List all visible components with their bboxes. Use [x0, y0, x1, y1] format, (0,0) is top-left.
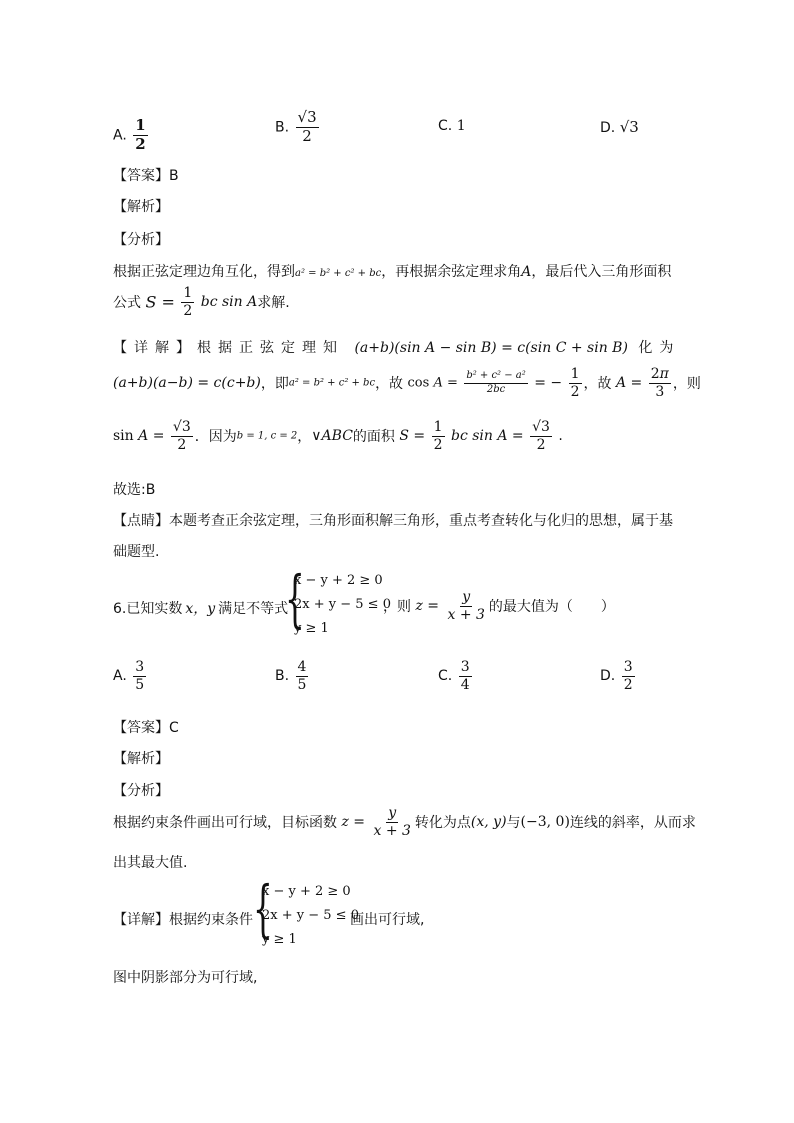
q5-detail-line2: (a+b)(a−b) = c(c+b)，即a² = b² + c² + bc，故 cos A = $\frac{\text{b² + c² − a²}}{2bc}$ = − $\frac{1}{2}$ ，故 A = $\frac{2\pi}{3}$ ，则 [113, 366, 701, 400]
q6-fenxi-line2: 出其最大值. [113, 855, 188, 871]
fraction: $\frac{1}{2}$ [433, 419, 443, 453]
text: 转化为点 [414, 815, 471, 832]
fraction [459, 660, 472, 692]
fraction: $\frac{\text{b² + c² − a²}}{2bc}$ [466, 370, 526, 395]
q5-detail-line1 [113, 337, 680, 357]
denominator: 2 [623, 676, 633, 693]
numerator: √3 [297, 108, 317, 126]
denominator: 2 [302, 126, 312, 145]
fraction: $\frac{√3}{2}$ [532, 419, 550, 453]
q6-option-a [113, 660, 148, 692]
q5-analysis-label: 【解析】 [113, 199, 169, 215]
option-letter: C. [438, 118, 453, 134]
brace-icon: { [285, 562, 305, 635]
text: 满足不等式 [218, 601, 289, 617]
q6-analysis-label: 【解析】 [113, 751, 169, 767]
text: 的最大值为（ ） [488, 599, 615, 616]
text: ，最后代入三角形面积 [531, 264, 672, 280]
point: (−3, 0) [520, 814, 570, 831]
q5-dianjing-line1 [113, 510, 673, 530]
formula: (a+b)(sin A − sin B) = c(sin C + sin B) [354, 340, 628, 356]
q5-option-b [275, 110, 321, 145]
constraint: y ≥ 1 [262, 932, 297, 947]
text: ， [297, 429, 312, 446]
q5-detail-line3: sin A = $\frac{√3}{2}$ ．因为b = 1, c = 2，∨ABC的面积 S = $\frac{1}{2}$ bc sin A = $\frac{√3}{2}$ . [113, 419, 563, 453]
option-letter: B. [275, 119, 290, 136]
fraction [133, 118, 147, 153]
q6-option-c [438, 660, 474, 692]
dianjing-label: 【点睛】 [113, 513, 169, 529]
numerator: 4 [297, 659, 307, 675]
option-letter: D. [600, 120, 616, 136]
detail-label: 【详解】 [113, 912, 169, 928]
constraint-system [294, 569, 391, 641]
constraint-system [262, 880, 359, 952]
constraint: 2x + y − 5 ≤ 0 [262, 908, 359, 923]
fraction [622, 660, 635, 692]
q6-option-b [275, 660, 310, 692]
option-letter: B. [275, 668, 290, 685]
formula: a² = b² + c² + bc [295, 268, 382, 279]
formula: b = 1, c = 2 [236, 430, 298, 442]
numerator: 3 [623, 659, 633, 675]
text: 根据约束条件画出可行域，目标函数 [113, 815, 337, 832]
formula: (a+b)(a−b) = c(c+b) [113, 375, 261, 392]
answer-value: C [169, 720, 179, 736]
constraint: x − y + 2 ≥ 0 [294, 573, 383, 588]
numerator: 1 [135, 116, 146, 134]
denominator: 2 [135, 134, 146, 153]
point: (x, y) [470, 814, 507, 831]
q6-option-d [600, 660, 637, 692]
text: 本题考查正余弦定理，三角形面积解三角形，重点考查转化与化归的思想，属于基 [169, 513, 673, 529]
text: 求解. [257, 295, 290, 312]
q6-detail-text-b: 画出可行域, [350, 912, 425, 928]
detail-label: 【详解】 [113, 340, 197, 356]
q5-dianjing-line2: 础题型. [113, 544, 160, 560]
text: ．因为 [194, 429, 237, 446]
denominator: 4 [460, 676, 470, 693]
triangle-symbol: ∨ABC [311, 428, 353, 445]
text: ，则 [672, 376, 701, 393]
fraction [133, 660, 146, 692]
q5-option-d [600, 118, 639, 136]
text: ，故 [583, 376, 612, 393]
fraction [296, 660, 309, 692]
q6-stem-end: ，则 z = $\frac{y}{x + 3}$ 的最大值为（ ） [383, 589, 615, 623]
q6-stem-start [113, 598, 288, 618]
q5-option-a [113, 118, 150, 153]
text: ，再根据余弦定理求角 [381, 264, 522, 280]
q6-fenxi-label: 【分析】 [113, 783, 169, 799]
option-letter: D. [600, 668, 616, 685]
text: 的面积 [352, 429, 395, 446]
q5-answer [113, 165, 179, 185]
text: 6.已知实数 [113, 601, 183, 617]
area-formula: S = [145, 292, 175, 312]
numerator: 3 [460, 659, 470, 675]
numerator: 3 [135, 659, 145, 675]
answer-label: 【答案】 [113, 720, 169, 736]
q5-option-c [438, 118, 466, 134]
text: 根据正弦定理边角互化，得到 [113, 264, 295, 280]
fraction: $\frac{y}{x + 3}$ [373, 805, 411, 839]
option-letter: C. [438, 668, 453, 685]
fraction: $\frac{y}{x + 3}$ [447, 589, 485, 623]
q5-fenxi-line2 [113, 286, 290, 318]
text: 化为 [638, 340, 681, 356]
text: 根据正弦定理知 [197, 340, 344, 356]
variables: x，y [185, 601, 216, 617]
constraint: x − y + 2 ≥ 0 [262, 884, 351, 899]
q5-fenxi-label: 【分析】 [113, 232, 169, 248]
option-letter: A. [113, 127, 127, 144]
text: 根据约束条件 [169, 912, 253, 928]
answer-label: 【答案】 [113, 168, 169, 184]
formula: A [521, 264, 532, 280]
formula: bc sin A [200, 294, 258, 311]
q6-answer [113, 717, 179, 737]
q6-shade-text: 图中阴影部分为可行域, [113, 970, 258, 986]
constraint: 2x + y − 5 ≤ 0 [294, 597, 391, 612]
brace-icon: { [253, 872, 273, 945]
fraction: $\frac{√3}{2}$ [172, 419, 191, 453]
option-value: 1 [456, 118, 466, 134]
q6-detail-label [113, 909, 253, 929]
q5-final-choice: 故选:B [113, 482, 156, 498]
fraction: $\frac{2\pi}{3}$ [650, 366, 669, 400]
text: ，则 [383, 599, 411, 616]
q6-fenxi-line1: 根据约束条件画出可行域，目标函数 z = $\frac{y}{x + 3}$ 转化为点(x, y)与(−3, 0)连线的斜率，从而求 [113, 805, 696, 839]
denominator: 5 [135, 676, 145, 693]
text: 公式 [113, 295, 141, 312]
text: ，故 [375, 376, 404, 393]
fraction: $\frac{1}{2}$ [570, 366, 580, 400]
text: 与 [506, 815, 521, 832]
option-letter: A. [113, 668, 127, 685]
denominator: 5 [297, 676, 307, 693]
answer-value: B [169, 168, 179, 184]
constraint: y ≥ 1 [294, 621, 329, 636]
formula: a² = b² + c² + bc [288, 377, 376, 389]
fraction [296, 110, 319, 145]
text: 连线的斜率，从而求 [569, 815, 696, 832]
option-value: √3 [619, 118, 639, 136]
text: ，即 [260, 376, 289, 393]
fraction: $\frac{1}{2}$ [183, 285, 193, 319]
q5-fenxi-line1 [113, 261, 671, 281]
